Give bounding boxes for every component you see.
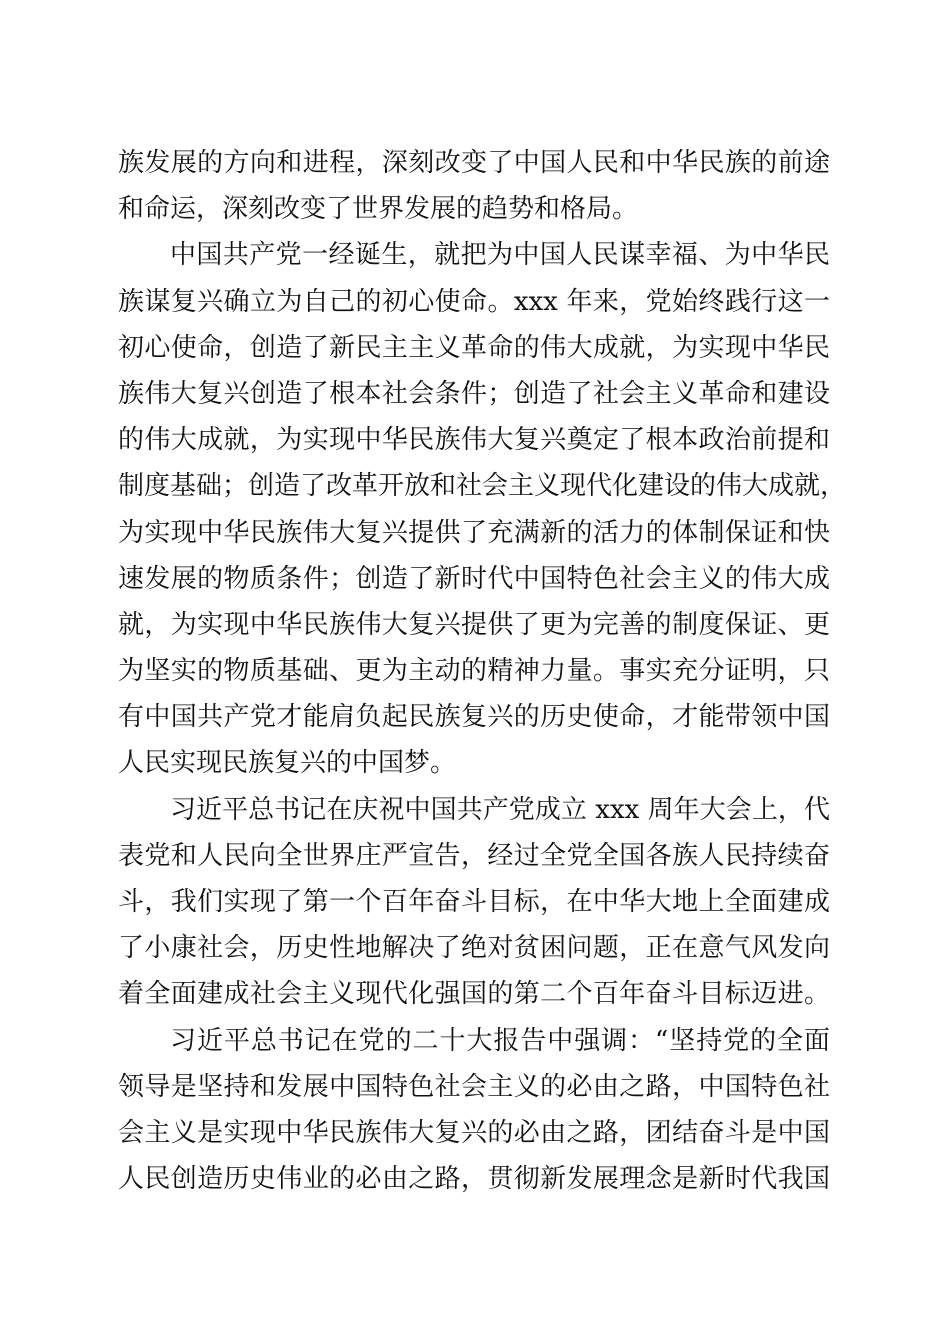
text-line: 族发展的方向和进程，深刻改变了中国人民和中华民族的前途 xyxy=(118,148,830,178)
text-line: 领导是坚持和发展中国特色社会主义的必由之路，中国特色社 xyxy=(118,1071,830,1102)
document-body xyxy=(118,140,847,1202)
text-line: 就，为实现中华民族伟大复兴提供了更为完善的制度保证、更 xyxy=(118,609,830,640)
text-line: 速发展的物质条件；创造了新时代中国特色社会主义的伟大成 xyxy=(118,563,830,594)
text-line: 为坚实的物质基础、更为主动的精神力量。事实充分证明，只 xyxy=(118,656,830,687)
text-line: 和命运，深刻改变了世界发展的趋势和格局。 xyxy=(118,194,639,225)
text-line: 人民创造历史伟业的必由之路，贯彻新发展理念是新时代我国 xyxy=(118,1164,830,1195)
text-line: 初心使命，创造了新民主主义革命的伟大成就，为实现中华民 xyxy=(118,332,830,363)
text-line: 习近平总书记在党的二十大报告中强调：“坚持党的全面 xyxy=(170,1025,830,1056)
text-line: 的伟大成就，为实现中华民族伟大复兴奠定了根本政治前提和 xyxy=(118,425,830,456)
text-line: 族谋复兴确立为自己的初心使命。xxx 年来，党始终践行这一 xyxy=(118,286,830,317)
text-line: 斗，我们实现了第一个百年奋斗目标，在中华大地上全面建成 xyxy=(118,887,830,917)
text-line: 族伟大复兴创造了根本社会条件；创造了社会主义革命和建设 xyxy=(118,378,830,409)
text-line: 为实现中华民族伟大复兴提供了充满新的活力的体制保证和快 xyxy=(118,517,830,548)
text-line: 中国共产党一经诞生，就把为中国人民谋幸福、为中华民 xyxy=(170,240,830,271)
text-line: 了小康社会，历史性地解决了绝对贫困问题，正在意气风发向 xyxy=(118,933,830,964)
text-line: 有中国共产党才能肩负起民族复兴的历史使命，才能带领中国 xyxy=(118,702,830,733)
text-line: 习近平总书记在庆祝中国共产党成立 xxx 周年大会上，代 xyxy=(170,794,830,825)
text-line: 会主义是实现中华民族伟大复兴的必由之路，团结奋斗是中国 xyxy=(118,1117,830,1148)
text-line: 着全面建成社会主义现代化强国的第二个百年奋斗目标迈进。 xyxy=(118,979,830,1010)
text-line: 表党和人民向全世界庄严宣告，经过全党全国各族人民持续奋 xyxy=(118,840,830,871)
text-line: 人民实现民族复兴的中国梦。 xyxy=(118,748,457,779)
text-line: 制度基础；创造了改革开放和社会主义现代化建设的伟大成就， xyxy=(118,471,847,502)
